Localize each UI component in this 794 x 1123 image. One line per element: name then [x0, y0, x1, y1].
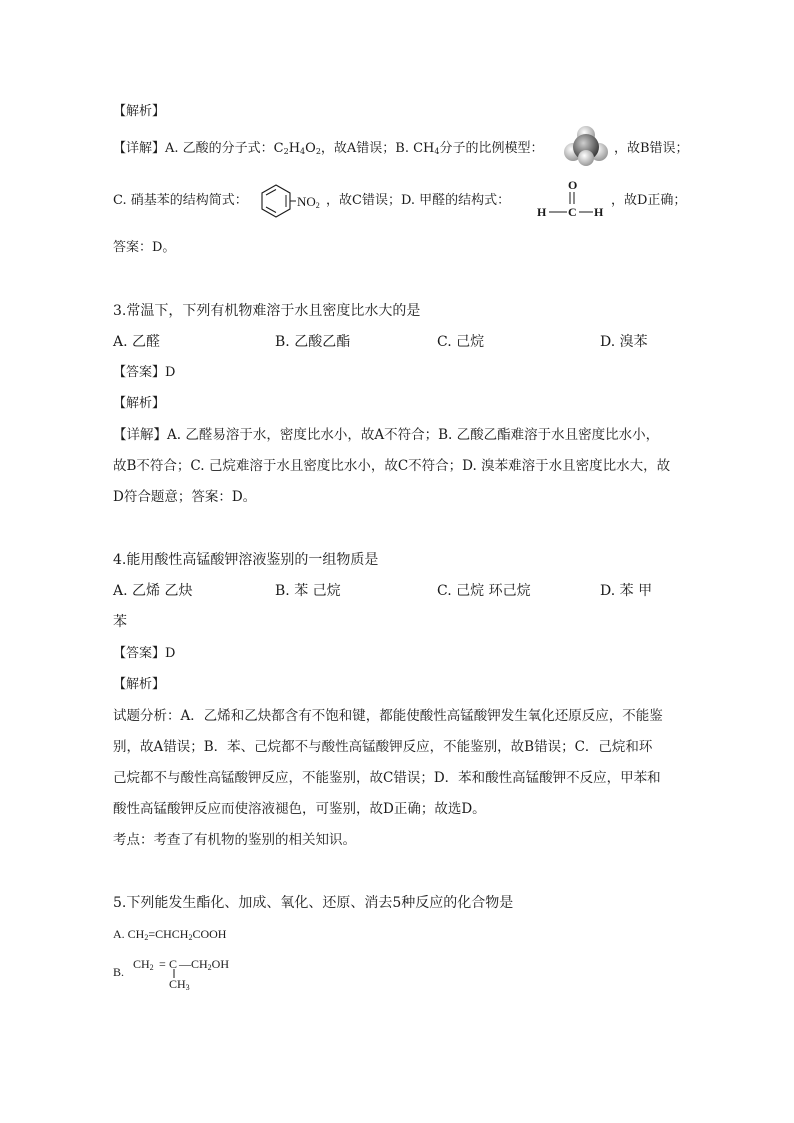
q3-detail-line: 故B不符合；C. 己烷难溶于水且密度比水小，故C不符合；D. 溴苯难溶于水且密度比水大，故 — [113, 458, 671, 474]
q4-analysis-line: 别，故A错误；B．苯、己烷都不与酸性高锰酸钾反应，不能鉴别，故B错误；C．己烷和环 — [113, 739, 653, 755]
detail-line-1: 【详解】A. 乙酸的分子式：$C_2H_4O_2$，故A错误；B. $CH_4$分子的比例模型： — [113, 141, 544, 156]
formaldehyde-h-right: H — [594, 205, 604, 219]
formaldehyde-c: C — [568, 205, 577, 219]
q5-option-b-label: B. — [113, 965, 125, 979]
q5-option-b-left: $CH_2$ — [133, 957, 154, 972]
q4-option-c: C. 己烷 环己烷 — [437, 583, 531, 599]
q4-analysis-line: 己烷都不与酸性高锰酸钾反应，不能鉴别，故C错误；D．苯和酸性高锰酸钾不反应，甲苯和 — [113, 770, 661, 786]
q3-option-c: C. 己烷 — [437, 334, 485, 350]
single-bond-left-icon — [549, 211, 567, 215]
q4-analysis-line: 酸性高锰酸钾反应而使溶液褪色，可鉴别，故D正确；故选D。 — [113, 801, 486, 817]
detail-line-2-mid: ，故C错误；D. 甲醛的结构式： — [326, 193, 511, 208]
formaldehyde-structure — [537, 176, 607, 222]
methane-model-icon — [563, 125, 609, 167]
q4-kaodian: 考点：考查了有机物的鉴别的相关知识。 — [113, 832, 356, 848]
q5-option-a: A. $CH_2=CHCH_2COOH$ — [113, 927, 227, 942]
q5-option-b-c: C — [169, 957, 178, 971]
formaldehyde-o: O — [568, 178, 578, 192]
q4-analysis-line: 试题分析：A．乙烯和乙炔都含有不饱和键，都能使酸性高锰酸钾发生氧化还原反应，不能鉴 — [113, 708, 663, 724]
q3-option-b: B. 乙酸乙酯 — [275, 334, 351, 350]
single-bond-right-icon — [579, 211, 593, 215]
q3-stem: 3.常温下，下列有机物难溶于水且密度比水大的是 — [113, 303, 421, 319]
detail-line-2-end: ，故D正确； — [611, 193, 687, 208]
nitro-group-label: $NO_2$ — [297, 194, 320, 210]
q3-detail-line: 【详解】A. 乙醛易溶于水，密度比水小，故A不符合；B. 乙酸乙酯难溶于水且密度比水小， — [113, 427, 660, 443]
jiexi-heading: 【解析】 — [113, 104, 166, 119]
q4-option-b: B. 苯 己烷 — [275, 583, 341, 599]
nitrobenzene-structure-icon — [256, 181, 296, 221]
q4-option-d-wrap: 苯 — [113, 614, 127, 630]
q4-option-d: D. 苯 甲 — [600, 583, 653, 599]
q4-answer: 【答案】D — [113, 646, 176, 661]
q3-jiexi: 【解析】 — [113, 396, 166, 411]
q5-stem: 5.下列能发生酯化、加成、氧化、还原、消去5种反应的化合物是 — [113, 895, 514, 911]
q3-option-a: A. 乙醛 — [113, 334, 161, 350]
q5-option-b-eq: = — [159, 957, 166, 971]
q5-option-b — [113, 952, 243, 992]
q3-answer: 【答案】D — [113, 365, 176, 380]
q5-option-b-methyl: $CH_3$ — [169, 977, 190, 992]
intro-answer: 答案：D。 — [113, 240, 176, 255]
q4-stem: 4.能用酸性高锰酸钾溶液鉴别的一组物质是 — [113, 552, 379, 568]
q4-option-a: A. 乙烯 乙炔 — [113, 583, 193, 599]
formaldehyde-h-left: H — [537, 205, 547, 219]
q4-jiexi: 【解析】 — [113, 677, 166, 692]
q3-option-d: D. 溴苯 — [600, 334, 648, 350]
detail-line-1-end: ，故B错误； — [614, 141, 689, 156]
detail-line-2-prefix: C. 硝基苯的结构简式： — [113, 193, 248, 208]
q3-detail-line: D符合题意；答案：D。 — [113, 489, 257, 505]
q5-option-b-right: $—CH_2OH$ — [179, 957, 230, 972]
